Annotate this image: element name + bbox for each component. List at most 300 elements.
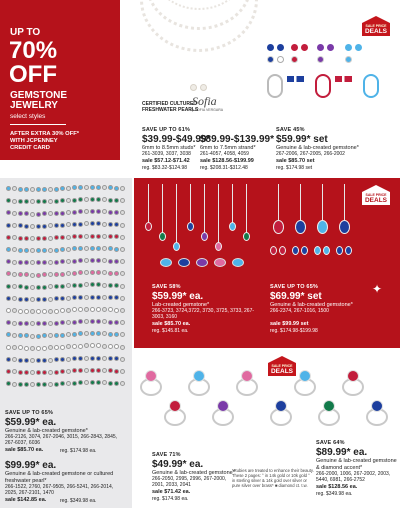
bracelet-gem — [102, 344, 107, 349]
bracelet-gem — [78, 319, 83, 324]
promo-percent: 70% — [9, 37, 58, 64]
bracelet-gem — [102, 331, 107, 336]
bracelet-gem — [120, 198, 125, 203]
pendant-chain — [232, 184, 233, 224]
pendant-gem — [215, 242, 222, 251]
bracelet-gem — [54, 272, 59, 277]
bracelet-gem — [96, 343, 101, 348]
bracelet-gem — [24, 370, 29, 375]
earrings-sku: 267-2006, 267-2005, 266-2002 — [276, 151, 345, 157]
pendant-gem — [173, 242, 180, 251]
bracelet-gem — [42, 321, 47, 326]
bracelet-gem — [120, 296, 125, 301]
bracelet-gem — [102, 197, 107, 202]
earrings-reg: reg. $174.98 set — [276, 165, 313, 171]
bracelet-gem — [84, 185, 89, 190]
rings-footnote: *Rubies are treated to enhance their beauty. These 2 pages: ° in 14k gold or 10k gold ° in sterling silver & 14k gold over silver or pure silver over brass* ■ diamond ct. t.w. — [232, 468, 314, 488]
bracelet-gem — [54, 345, 59, 350]
bracelet-gem — [36, 382, 41, 387]
bracelet-gem — [48, 321, 53, 326]
bracelet-gem — [108, 356, 113, 361]
pendant-ring — [196, 258, 208, 267]
bracelet-gem — [42, 260, 47, 265]
bracelet-gem — [24, 260, 29, 265]
bracelet-gem — [42, 285, 47, 290]
earring-gem — [345, 246, 352, 255]
bracelet-gem — [114, 381, 119, 386]
bracelet-gem — [108, 259, 113, 264]
bracelet-gem — [114, 320, 119, 325]
bracelet-gem — [66, 186, 71, 191]
bracelet-gem — [66, 308, 71, 313]
bracelet-gem — [24, 224, 29, 229]
bracelet-gem — [6, 369, 11, 374]
bracelet-gem — [90, 343, 95, 348]
bracelet-gem — [18, 309, 23, 314]
bracelet-gem — [72, 307, 77, 312]
pearl-heading-2: FRESHWATER PEARLS — [142, 107, 199, 113]
bracelet-gem — [78, 380, 83, 385]
bracelet-gem — [114, 234, 119, 239]
bracelet-gem — [18, 272, 23, 277]
pendant-chain — [344, 184, 345, 220]
bracelet-gem — [24, 248, 29, 253]
earring-sets-image — [265, 42, 393, 112]
earring-gem — [270, 246, 277, 255]
bracelet-gem — [84, 197, 89, 202]
bracelet-gem — [72, 381, 77, 386]
bracelet-gem — [90, 246, 95, 251]
bracelet-gem — [66, 381, 71, 386]
bracelet-gem — [102, 295, 107, 300]
bracelet-gem — [108, 332, 113, 337]
bracelet-gem — [96, 380, 101, 385]
bracelets-sale-2: sale $142.85 ea. — [5, 497, 47, 503]
bracelet-gem — [66, 357, 71, 362]
bracelet-gem — [108, 185, 113, 190]
bracelet-gem — [114, 186, 119, 191]
gemstone-rings-image — [140, 364, 396, 444]
bracelet-gem — [114, 247, 119, 252]
pendant-gem — [145, 222, 152, 231]
pearl-studs-image — [190, 82, 220, 94]
bracelet-gem — [30, 199, 35, 204]
bracelet-gem — [48, 284, 53, 289]
bracelet-gem — [120, 186, 125, 191]
pendant-chain — [162, 184, 163, 234]
bracelets-reg-2: reg. $349.98 ea. — [60, 498, 97, 504]
bracelet-gem — [42, 211, 47, 216]
ring-gem — [299, 370, 311, 382]
bracelet-gem — [30, 358, 35, 363]
pendants-right-sale: sale $99.99 set — [270, 321, 309, 327]
bracelet-gem — [84, 234, 89, 239]
bracelet-gem — [90, 209, 95, 214]
bracelet-gem — [60, 223, 65, 228]
bracelet-gem — [108, 307, 113, 312]
bracelet-gem — [12, 235, 17, 240]
bracelet-gem — [48, 272, 53, 277]
bracelet-gem — [114, 308, 119, 313]
pendants-right-price: $69.99* set — [270, 291, 322, 302]
bracelet-gem — [36, 334, 41, 339]
bracelet-gem — [30, 273, 35, 278]
pendant-ring — [160, 258, 172, 267]
bracelet-gem — [18, 284, 23, 289]
bracelet-gem — [42, 236, 47, 241]
bracelet-gem — [108, 381, 113, 386]
pendant-chain — [246, 184, 247, 234]
bracelet-gem — [42, 224, 47, 229]
pearl-right-price: $89.99-$139.99* — [200, 134, 274, 145]
bracelet-gem — [96, 270, 101, 275]
bracelet-gem — [108, 198, 113, 203]
earrings-price: $59.99* set — [276, 134, 328, 145]
rings-right-reg: reg. $349.98 ea. — [316, 491, 353, 497]
bracelet-gem — [90, 380, 95, 385]
rings-left-sku: 266-2050, 2995, 2996, 267-2000, 2001, 2033, 2041 — [152, 476, 227, 488]
bracelet-gem — [108, 271, 113, 276]
bracelet-gem — [114, 222, 119, 227]
bracelet-gem — [54, 248, 59, 253]
bracelet-gem — [72, 356, 77, 361]
bracelet-gem — [90, 221, 95, 226]
bracelet-gem — [6, 259, 11, 264]
bracelet-gem — [18, 345, 23, 350]
bracelet-gem — [18, 211, 23, 216]
bracelet-gem — [90, 185, 95, 190]
bracelet-gem — [84, 270, 89, 275]
ring-gem — [217, 400, 229, 412]
bracelet-gem — [48, 382, 53, 387]
bracelet-gem — [72, 271, 77, 276]
ring-gem — [193, 370, 205, 382]
bracelet-gem — [24, 346, 29, 351]
bracelet-gem — [78, 234, 83, 239]
bracelet-gem — [102, 222, 107, 227]
bracelet-gem — [84, 258, 89, 263]
sofia-brand-logo: Sofia — [192, 94, 217, 108]
bracelet-gem — [42, 199, 47, 204]
bracelet-gem — [102, 209, 107, 214]
bracelet-gem — [60, 357, 65, 362]
bracelets-price-2: $99.99* ea. — [5, 460, 57, 471]
bracelet-gem — [120, 223, 125, 228]
pendant-chain — [300, 184, 301, 220]
bracelet-gem — [12, 272, 17, 277]
bracelet-gem — [114, 259, 119, 264]
bracelet-gem — [6, 284, 11, 289]
pendant-gem — [229, 222, 236, 231]
bracelet-gem — [42, 248, 47, 253]
bracelet-gem — [102, 246, 107, 251]
bracelet-gem — [24, 358, 29, 363]
bracelet-gem — [84, 295, 89, 300]
bracelet-gem — [72, 283, 77, 288]
bracelet-gem — [12, 284, 17, 289]
pendant-ring — [178, 258, 190, 267]
bracelet-gem — [6, 223, 11, 228]
bracelet-gem — [42, 333, 47, 338]
bracelet-gem — [18, 187, 23, 192]
bracelet-gem — [60, 369, 65, 374]
bracelet-gem — [24, 333, 29, 338]
pendant-ring — [214, 258, 226, 267]
pearl-necklace-image — [140, 0, 258, 90]
rings-right-save: SAVE 64% — [316, 440, 345, 446]
rings-right-sale: sale $128.56 ea. — [316, 484, 358, 490]
bracelet-gem — [78, 283, 83, 288]
bracelet-gem — [84, 319, 89, 324]
bracelet-gem — [114, 198, 119, 203]
bracelet-gem — [12, 345, 17, 350]
bracelet-gem — [48, 309, 53, 314]
bracelet-gem — [30, 224, 35, 229]
bracelet-gem — [6, 308, 11, 313]
bracelet-gem — [120, 247, 125, 252]
bracelet-gem — [12, 308, 17, 313]
bracelet-gem — [42, 346, 47, 351]
bracelet-gem — [84, 307, 89, 312]
bracelet-gem — [114, 271, 119, 276]
bracelet-gem — [90, 319, 95, 324]
promo-category-2: JEWELRY — [10, 100, 58, 111]
bracelets-sale-1: sale $85.70 ea. — [5, 447, 44, 453]
bracelet-gem — [66, 283, 71, 288]
pendants-left-price: $59.99* ea. — [152, 291, 204, 302]
bracelet-gem — [18, 248, 23, 253]
bracelet-gem — [12, 223, 17, 228]
bracelet-gem — [54, 235, 59, 240]
bracelet-gem — [6, 320, 11, 325]
bracelet-gem — [30, 334, 35, 339]
bracelet-gem — [108, 234, 113, 239]
promo-extra-2: WITH JCPENNEY — [10, 138, 58, 144]
bracelet-gem — [36, 297, 41, 302]
bracelet-gem — [54, 187, 59, 192]
bracelet-gem — [66, 235, 71, 240]
bracelet-gem — [114, 210, 119, 215]
bracelet-gem — [24, 321, 29, 326]
bracelet-gem — [72, 368, 77, 373]
bracelet-gem — [108, 283, 113, 288]
bracelet-gem — [108, 344, 113, 349]
bracelet-gem — [96, 246, 101, 251]
rings-left-sale: sale $71.42 ea. — [152, 489, 191, 495]
bracelet-gem — [66, 210, 71, 215]
bracelet-gem — [36, 346, 41, 351]
bracelet-gem — [120, 381, 125, 386]
pendant-gem — [243, 232, 250, 241]
bracelet-gem — [84, 331, 89, 336]
bracelet-gem — [6, 332, 11, 337]
bracelet-gem — [90, 368, 95, 373]
bracelet-gem — [54, 211, 59, 216]
bracelet-gem — [102, 307, 107, 312]
bracelet-gem — [12, 211, 17, 216]
bracelet-gem — [36, 224, 41, 229]
bracelet-gem — [18, 260, 23, 265]
pendant-chain — [204, 184, 205, 234]
bracelet-gem — [36, 199, 41, 204]
bracelet-gem — [48, 223, 53, 228]
bracelet-gem — [48, 345, 53, 350]
bracelet-gem — [24, 382, 29, 387]
bracelet-gem — [18, 321, 23, 326]
bracelet-gem — [66, 369, 71, 374]
bracelet-gem — [42, 370, 47, 375]
promo-select: select styles — [10, 113, 46, 120]
bracelet-gem — [72, 344, 77, 349]
earring-gem — [279, 246, 286, 255]
pendant-chain — [148, 184, 149, 224]
bracelet-gem — [84, 221, 89, 226]
bracelet-gem — [114, 356, 119, 361]
bracelet-gem — [18, 297, 23, 302]
bracelets-price-1: $59.99* ea. — [5, 417, 57, 428]
bracelet-gem — [24, 236, 29, 241]
bracelet-gem — [42, 297, 47, 302]
bracelet-gem — [66, 271, 71, 276]
bracelet-gem — [60, 198, 65, 203]
bracelet-gem — [60, 320, 65, 325]
bracelet-gem — [60, 308, 65, 313]
bracelet-gem — [108, 246, 113, 251]
bracelet-gem — [102, 283, 107, 288]
bracelet-gem — [102, 185, 107, 190]
bracelet-gem — [120, 357, 125, 362]
bracelet-gem — [102, 270, 107, 275]
bracelet-gem — [60, 259, 65, 264]
earrings-deals-badge: SALE PRICE DEALS — [362, 16, 390, 38]
bracelet-gem — [84, 343, 89, 348]
bracelet-gem — [78, 307, 83, 312]
bracelet-gem — [108, 222, 113, 227]
pendants-left-sale: sale $85.70 ea. — [152, 321, 191, 327]
bracelet-gem — [24, 285, 29, 290]
earrings-desc: Genuine & lab-created gemstone* — [276, 145, 359, 151]
sparkle-icon: ✦ — [372, 282, 383, 296]
bracelet-gem — [36, 358, 41, 363]
bracelet-gem — [12, 296, 17, 301]
promo-category-1: GEMSTONE — [10, 90, 68, 101]
bracelet-gem — [54, 382, 59, 387]
bracelet-gem — [60, 284, 65, 289]
bracelet-gem — [90, 282, 95, 287]
bracelets-save: SAVE UP TO 65% — [5, 410, 54, 416]
bracelet-gem — [6, 235, 11, 240]
earrings-sale: sale $85.70 set — [276, 158, 315, 164]
bracelet-gem — [96, 185, 101, 190]
bracelet-gem — [96, 282, 101, 287]
bracelet-gem — [108, 210, 113, 215]
bracelet-gem — [48, 248, 53, 253]
pendant-ring — [232, 258, 244, 267]
bracelet-gem — [54, 284, 59, 289]
pendant-sets-image — [268, 182, 360, 277]
bracelet-gem — [72, 295, 77, 300]
bracelet-gem — [108, 295, 113, 300]
bracelet-gem — [66, 222, 71, 227]
bracelet-gem — [6, 357, 11, 362]
bracelet-gem — [42, 272, 47, 277]
bracelets-sku-1: 266-2126, 3074, 267-2046, 3015, 266-2843, 2845, 267-6037, 6036 — [5, 434, 118, 446]
pendant-chain — [190, 184, 191, 224]
bracelet-gem — [42, 358, 47, 363]
bracelet-gem — [84, 356, 89, 361]
pendant-necklaces-image — [140, 182, 265, 277]
bracelet-gem — [102, 368, 107, 373]
bracelet-gem — [36, 187, 41, 192]
bracelet-gem — [96, 221, 101, 226]
pendant-gem — [187, 222, 194, 231]
bracelet-gem — [84, 368, 89, 373]
bracelet-gem — [48, 333, 53, 338]
bracelet-gem — [24, 199, 29, 204]
bracelet-gem — [36, 260, 41, 265]
rings-left-reg: reg. $174.98 ea. — [152, 496, 189, 502]
bracelet-gem — [30, 212, 35, 217]
bracelet-gem — [24, 309, 29, 314]
pendants-left-desc: Lab-created gemstone* — [152, 302, 210, 308]
bracelet-gem — [72, 259, 77, 264]
bracelet-gem — [96, 209, 101, 214]
promo-extra-1: AFTER EXTRA 30% OFF* — [10, 131, 80, 137]
ring-gem — [241, 370, 253, 382]
bracelet-gem — [30, 260, 35, 265]
ring-gem — [347, 370, 359, 382]
bracelet-gem — [78, 246, 83, 251]
promo-off: OFF — [9, 61, 57, 88]
bracelet-gem — [12, 247, 17, 252]
pendants-right-save: SAVE UP TO 65% — [270, 284, 319, 290]
ring-gem — [169, 400, 181, 412]
bracelet-gem — [48, 358, 53, 363]
bracelet-gem — [78, 331, 83, 336]
bracelet-gem — [36, 248, 41, 253]
bracelet-gem — [96, 319, 101, 324]
bracelet-gem — [60, 381, 65, 386]
bracelet-gem — [78, 344, 83, 349]
rings-right-price: $89.99* ea. — [316, 447, 368, 458]
bracelet-gem — [90, 331, 95, 336]
bracelet-gem — [102, 319, 107, 324]
rings-deals-badge: SALE PRICE DEALS — [268, 356, 296, 378]
bracelet-gem — [108, 368, 113, 373]
bracelet-gem — [54, 357, 59, 362]
bracelet-gem — [6, 247, 11, 252]
bracelet-gem — [66, 198, 71, 203]
earring-gem — [301, 246, 308, 255]
rings-left-save: SAVE 71% — [152, 452, 181, 458]
bracelet-gem — [6, 198, 11, 203]
rings-left-price: $49.99* ea. — [152, 459, 204, 470]
bracelet-gem — [66, 296, 71, 301]
bracelet-gem — [114, 369, 119, 374]
bracelet-gem — [30, 321, 35, 326]
bracelet-gem — [60, 186, 65, 191]
bracelet-gem — [72, 234, 77, 239]
bracelet-gem — [54, 309, 59, 314]
pearl-left-sku: 261-3039, 3037, 3038 — [142, 151, 191, 157]
bracelet-gem — [6, 345, 11, 350]
bracelet-gem — [18, 358, 23, 363]
earring-gem — [292, 246, 299, 255]
bracelet-gem — [78, 295, 83, 300]
promo-divider — [10, 124, 66, 125]
bracelet-gem — [60, 235, 65, 240]
bracelet-gem — [60, 247, 65, 252]
